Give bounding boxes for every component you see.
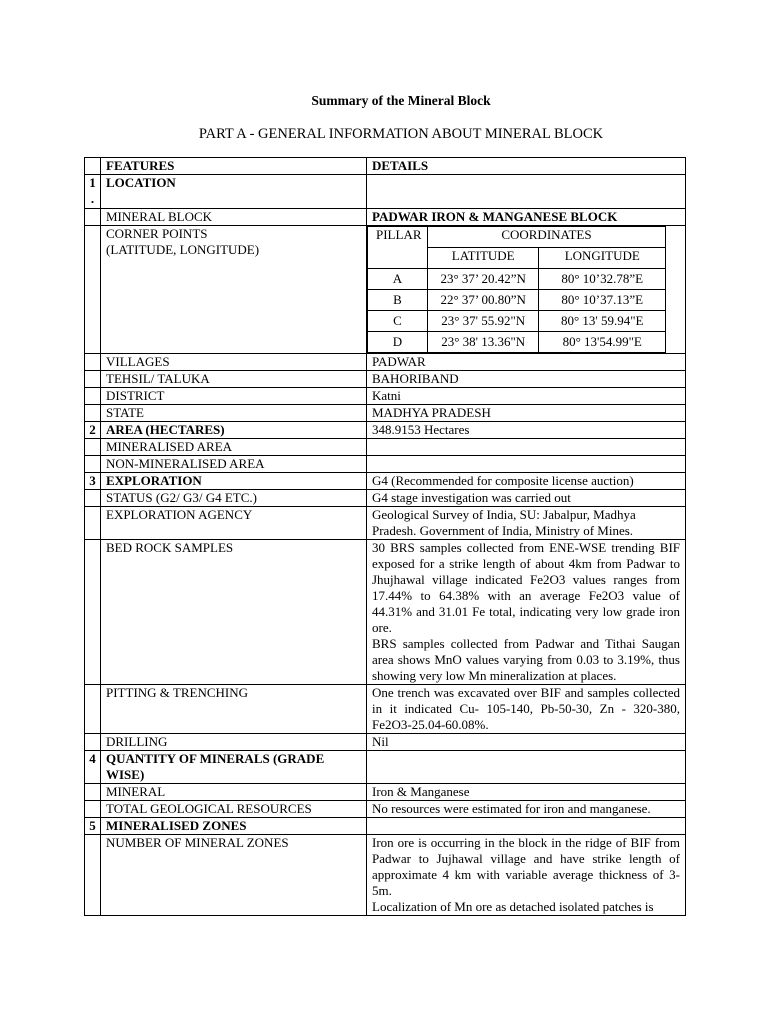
pillar-header: PILLAR bbox=[368, 227, 428, 269]
row-label: NUMBER OF MINERAL ZONES bbox=[101, 835, 367, 916]
table-row bbox=[85, 835, 686, 916]
row-label: TEHSIL/ TALUKA bbox=[101, 371, 367, 388]
coordinates-header: COORDINATES bbox=[427, 227, 665, 248]
table-row bbox=[85, 371, 686, 388]
document-title: Summary of the Mineral Block bbox=[311, 93, 491, 108]
section-quantity bbox=[85, 751, 686, 784]
latitude-value: 23° 37’ 20.42”N bbox=[427, 269, 539, 290]
row-value bbox=[367, 439, 686, 456]
pillar-id: B bbox=[368, 290, 428, 311]
document-subtitle: PART A - GENERAL INFORMATION ABOUT MINERAL BLOCK bbox=[198, 126, 604, 142]
mineral-block-table bbox=[84, 157, 686, 916]
section-number: 2 bbox=[85, 422, 101, 439]
section-number-dot: . bbox=[90, 191, 95, 206]
row-value: One trench was excavated over BIF and samples collected in it indicated Cu- 105-140, Pb-50-30, Zn - 320-380, Fe2O3-25.04-60.08%. bbox=[367, 685, 686, 734]
zones-manganese-text: Localization of Mn ore as detached isolated patches is bbox=[372, 899, 654, 914]
section-exploration bbox=[85, 473, 686, 490]
table-row bbox=[85, 784, 686, 801]
row-value: PADWAR IRON & MANGANESE BLOCK bbox=[367, 209, 686, 226]
row-value: Nil bbox=[367, 734, 686, 751]
row-value: PADWAR bbox=[367, 354, 686, 371]
latitude-value: 23° 37' 55.92"N bbox=[427, 311, 539, 332]
row-label: NON-MINERALISED AREA bbox=[101, 456, 367, 473]
zones-iron-text: Iron ore is occurring in the block in the ridge of BIF from Padwar to Jujhawal village and have strike length of approximate 4 km with variable average thickness of 3-5m. bbox=[372, 835, 680, 898]
coordinates-table bbox=[367, 226, 666, 353]
section-mineralised-zones bbox=[85, 818, 686, 835]
coord-row bbox=[368, 269, 666, 290]
row-label: MINERAL bbox=[101, 784, 367, 801]
table-row bbox=[85, 456, 686, 473]
table-row bbox=[85, 685, 686, 734]
latitude-value: 22° 37’ 00.80”N bbox=[427, 290, 539, 311]
details-header: DETAILS bbox=[367, 158, 686, 175]
section-label: EXPLORATION bbox=[101, 473, 367, 490]
table-row bbox=[85, 388, 686, 405]
coord-row bbox=[368, 332, 666, 353]
row-label: BED ROCK SAMPLES bbox=[101, 540, 367, 685]
table-row bbox=[85, 507, 686, 540]
section-area bbox=[85, 422, 686, 439]
table-row bbox=[85, 540, 686, 685]
row-value: MADHYA PRADESH bbox=[367, 405, 686, 422]
table-row bbox=[85, 439, 686, 456]
section-label: QUANTITY OF MINERALS (GRADE WISE) bbox=[101, 751, 367, 784]
longitude-value: 80° 13' 59.94"E bbox=[539, 311, 666, 332]
row-label: STATUS (G2/ G3/ G4 ETC.) bbox=[101, 490, 367, 507]
row-label: PITTING & TRENCHING bbox=[101, 685, 367, 734]
section-label: AREA (HECTARES) bbox=[101, 422, 367, 439]
latitude-value: 23° 38' 13.36"N bbox=[427, 332, 539, 353]
coord-row bbox=[368, 311, 666, 332]
table-row bbox=[85, 209, 686, 226]
row-value: Iron & Manganese bbox=[367, 784, 686, 801]
section-label: MINERALISED ZONES bbox=[101, 818, 367, 835]
table-row bbox=[85, 490, 686, 507]
row-label: TOTAL GEOLOGICAL RESOURCES bbox=[101, 801, 367, 818]
row-label: DISTRICT bbox=[101, 388, 367, 405]
row-value: No resources were estimated for iron and manganese. bbox=[367, 801, 686, 818]
row-label: MINERALISED AREA bbox=[101, 439, 367, 456]
section-label: LOCATION bbox=[101, 175, 367, 209]
row-value: 348.9153 Hectares bbox=[367, 422, 686, 439]
row-label: DRILLING bbox=[101, 734, 367, 751]
row-label-sub: (LATITUDE, LONGITUDE) bbox=[106, 242, 260, 257]
row-value: Katni bbox=[367, 388, 686, 405]
row-label: CORNER POINTS bbox=[106, 226, 208, 241]
pillar-id: C bbox=[368, 311, 428, 332]
longitude-value: 80° 13'54.99"E bbox=[539, 332, 666, 353]
table-row bbox=[85, 801, 686, 818]
section-number: 5 bbox=[85, 818, 101, 835]
table-row bbox=[85, 405, 686, 422]
features-header: FEATURES bbox=[101, 158, 367, 175]
section-location bbox=[85, 175, 686, 209]
table-row bbox=[85, 354, 686, 371]
coord-row bbox=[368, 290, 666, 311]
header-row bbox=[85, 158, 686, 175]
row-value: G4 stage investigation was carried out bbox=[367, 490, 686, 507]
section-number: 1 bbox=[89, 175, 96, 190]
bed-rock-iron-text: 30 BRS samples collected from ENE-WSE trending BIF exposed for a strike length of about 4km from Padwar to Jhujhawal village indicated Fe2O3 values ranges from 17.44% to 64.38% with an average Fe2O3 value of 44.31% and 31.01 Fe total, indicating very low grade iron ore. bbox=[372, 540, 680, 635]
section-number: 4 bbox=[85, 751, 101, 784]
row-label: MINERAL BLOCK bbox=[101, 209, 367, 226]
pillar-id: A bbox=[368, 269, 428, 290]
row-value: Geological Survey of India, SU: Jabalpur, Madhya Pradesh. Government of India, Ministry of Mines. bbox=[367, 507, 686, 540]
table-row-corner-points bbox=[85, 226, 686, 354]
latitude-header: LATITUDE bbox=[427, 248, 539, 269]
longitude-value: 80° 10’32.78”E bbox=[539, 269, 666, 290]
row-value bbox=[367, 456, 686, 473]
row-value: BAHORIBAND bbox=[367, 371, 686, 388]
row-value: G4 (Recommended for composite license auction) bbox=[367, 473, 686, 490]
bed-rock-manganese-text: BRS samples collected from Padwar and Tithai Saugan area shows MnO values varying from 0.03 to 3.19%, thus showing very low Mn mineralization at places. bbox=[372, 636, 680, 683]
row-label: STATE bbox=[101, 405, 367, 422]
row-label: EXPLORATION AGENCY bbox=[101, 507, 367, 540]
table-row bbox=[85, 734, 686, 751]
longitude-header: LONGITUDE bbox=[539, 248, 666, 269]
row-label: VILLAGES bbox=[101, 354, 367, 371]
longitude-value: 80° 10’37.13”E bbox=[539, 290, 666, 311]
section-number: 3 bbox=[85, 473, 101, 490]
pillar-id: D bbox=[368, 332, 428, 353]
